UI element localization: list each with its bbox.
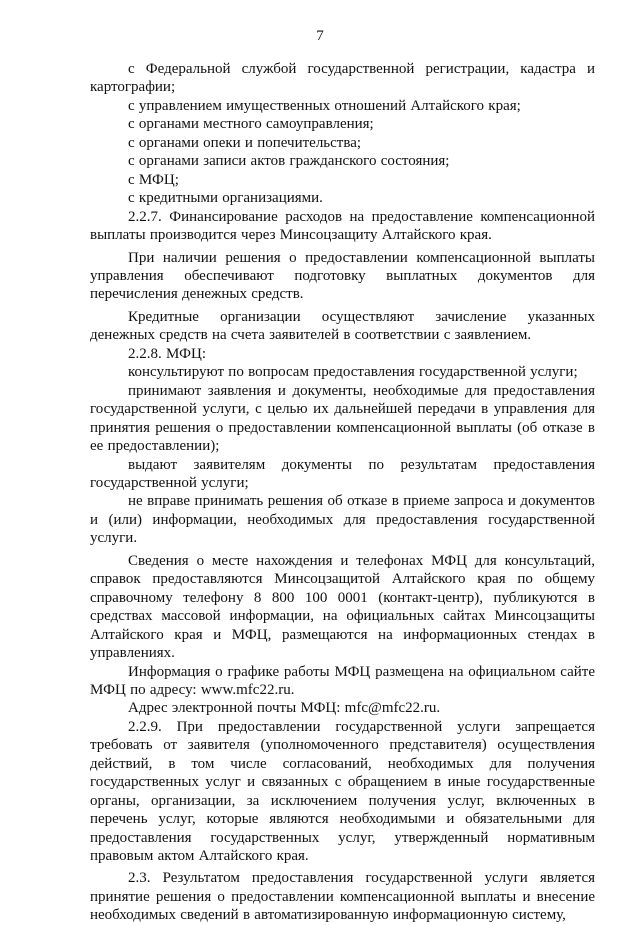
paragraph-list-property-office: с управлением имущественных отношений Алтайского края; [128,97,521,114]
paragraph-list-credit-orgs: с кредитными организациями. [128,190,323,207]
paragraph-mfc-refusal: не вправе принимать решения об отказе в приеме запроса и документов и (или) информации, необходимых для предоставления государственной услуги. [90,493,595,547]
paragraph-mfc-email: Адрес электронной почты МФЦ: mfc@mfc22.ru. [128,700,441,717]
paragraph-list-civil-registry: с органами записи актов гражданского состояния; [128,153,450,170]
paragraph-mfc-issue: выдают заявителям документы по результатам предоставления государственной услуги; [90,456,595,491]
paragraph-mfc-consult: консультируют по вопросам предоставления государственной услуги; [128,364,578,381]
paragraph-2-2-8: 2.2.8. МФЦ: [128,345,206,362]
paragraph-list-mfc: с МФЦ; [128,171,179,188]
paragraph-list-local-government: с органами местного самоуправления; [128,116,374,133]
paragraph-mfc-contacts: Сведения о месте нахождения и телефонах МФЦ для консультаций, справок предоставляются Минсоцзащитой Алтайского края по общему справочному телефону 8 800 100 0001 (контакт-центр), публикуются в средствах массовой информации, на официальных сайтах Минсоцзащиты Алтайского края и МФЦ, размещаются на информационных стендах в управлениях. [90,552,595,662]
paragraph-2-2-7: 2.2.7. Финансирование расходов на предоставление компенсационной выплаты производится через Минсоцзащиту Алтайского края. [90,208,595,244]
paragraph-payment-documents: При наличии решения о предоставлении компенсационной выплаты управления обеспечивают подготовку выплатных документов для перечисления денежных средств. [90,249,595,303]
paragraph-list-rosreestr: с Федеральной службой государственной регистрации, кадастра и картографии; [90,61,595,96]
paragraph-credit-transfer: Кредитные организации осуществляют зачисление указанных денежных средств на счета заявителей в соответствии с заявлением. [90,308,595,344]
paragraph-mfc-accept: принимают заявления и документы, необходимые для предоставления государственной услуги, с целью их дальнейшей передачи в управления для принятия решения о предоставлении компенсационной выплаты (об отказе в ее предоставлении); [90,382,595,455]
paragraph-list-guardianship: с органами опеки и попечительства; [128,134,362,151]
paragraph-2-2-9: 2.2.9. При предоставлении государственной услуги запрещается требовать от заявителя (уполномоченного представителя) осуществления действий, в том числе согласований, необходимых для получения государственных услуг и связанных с обращением в иные государственные органы, организации, за исключением получения услуг, включенных в перечень услуг, которые являются необходимыми и обязательными для предоставления государственных услуг, утвержденный нормативным правовым актом Алтайского края. [90,718,595,865]
paragraph-mfc-schedule: Информация о графике работы МФЦ размещена на официальном сайте МФЦ по адресу: www.mfc22.ru. [90,663,595,698]
paragraph-2-3: 2.3. Результатом предоставления государственной услуги является принятие решения о предоставлении компенсационной выплаты и внесение необходимых сведений в автоматизированную информационную систему, [90,870,595,924]
page-number: 7 [316,28,324,44]
document-body [90,60,595,925]
